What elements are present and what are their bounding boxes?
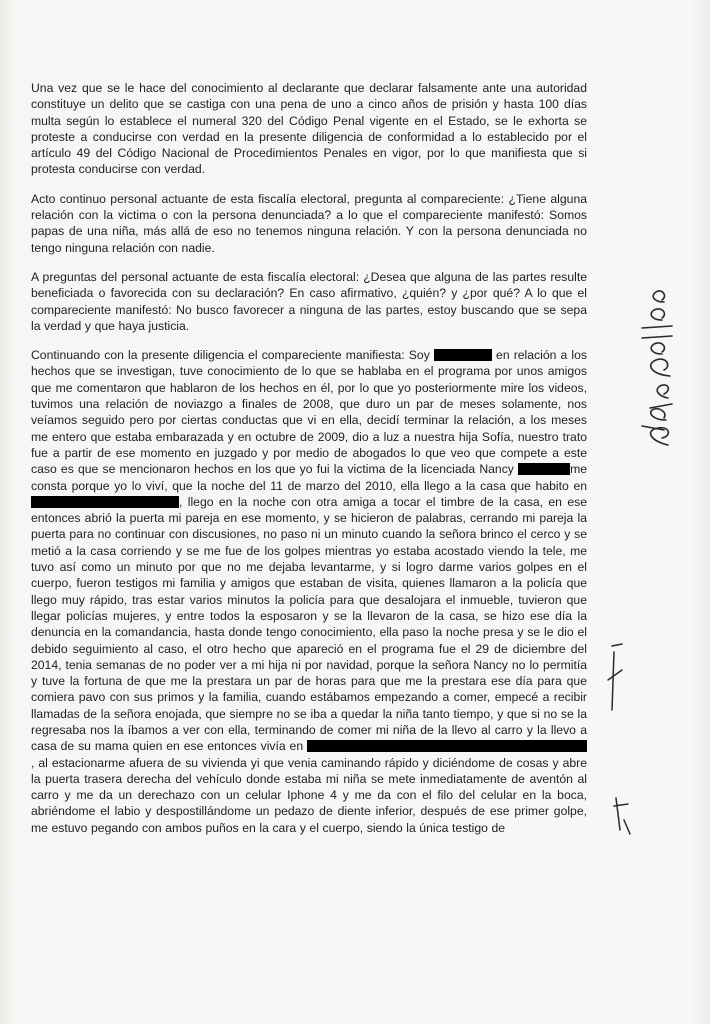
paragraph-text: Una vez que se le hace del conocimiento al declarante que declarar falsamente ante una autoridad constituye un delito que se castiga con una pena de uno a cinco años de prisión y hasta 100 días multa según lo establece el numeral 320 del Código Penal vigente en el Estado, se le exhorta se proteste a conducirse con verdad en la presente diligencia de conformidad a lo establecido por el artículo 49 del Código Nacional de Procedimientos Penales en vigor, por lo que manifiesta que si protesta conducirse con verdad. <box>31 81 587 177</box>
margin-initial-mark <box>600 640 630 720</box>
redaction-bar <box>307 740 587 752</box>
margin-initial-mark <box>610 790 640 840</box>
paragraph-text: Acto continuo personal actuante de esta fiscalía electoral, pregunta al compareciente: ¿Tiene alguna relación con la victima o con la persona denunciada? a lo que el compareciente manifestó: Somos papas de una niña, más allá de eso no tenemos ninguna relación. Y con la persona denunciada no tengo ninguna relación con nadie. <box>31 191 587 255</box>
paragraph-text: , llego en la noche con otra amiga a tocar el timbre de la casa, en ese entonces abrió la puerta mi pareja en ese momento, y se hicieron de palabras, cerrando mi pareja la puerta para no continuar con discusiones, no paso ni un minuto cuando la señora brinco el cerco y se metió a la casa corriendo y se me fue de los golpes mientras yo estaba acostado viendo la tele, me tuvo así como un minuto por que no me dejaba levantarme, y si logro darme varios golpes en el cuerpo, fueron testigos mi familia y amigos que estaban de visita, quienes llamaron a la policía que llego muy rápido, tras estar varios minutos la policía para que desalojara el inmueble, tuvieron que llegar policías mujeres, y entre todos la esposaron y se la llevaron de la casa, se hizo ese día la denuncia en la comandancia, hasta donde tengo conocimiento, ella paso la noche presa y se le dio el debido seguimiento al caso, el otro hecho que apareció en el programa fue el 29 de diciembre del 2014, tenia semanas de no poder ver a mi hija ni por navidad, porque la señora Nancy no lo permitía y tuve la fortuna de que me la prestara un par de horas para que me la prestara ese día para que comiera pavo con sus primos y la familia, cuando estábamos empezando a comer, empecé a recibir llamadas de la señora enojada, que siempre no se iba a quedar la niña tanto tiempo, y que si no se la regresaba nos la íbamos a ver con ella, terminando de comer mi niña de la llevo al carro y la llevo a casa de su mama quien en ese entonces vivía en <box>31 494 587 754</box>
paragraph-warning <box>31 80 587 178</box>
handwritten-signature <box>628 280 688 450</box>
document-body <box>31 80 587 849</box>
redaction-bar <box>518 463 570 475</box>
paragraph-text: me consta porque yo lo viví, que la noche del 11 de marzo del 2010, ella llego a la casa que habito en <box>31 462 587 493</box>
redaction-bar <box>434 349 492 361</box>
paragraph-relation-question <box>31 191 587 256</box>
paragraph-text: en relación a los hechos que se investigan, tuve conocimiento de lo que se hablaba en el programa por unos amigos que me comentaron que hablaron de los hechos en él, por lo que yo posteriormente mire los videos, tuvimos una relación de noviazgo a finales de 2008, que duro un par de meses solamente, nos veíamos seguido pero por ciertas conductas que vi en ella, decidí terminar la relación, a los meses me entero que estaba embarazada y en octubre de 2009, dio a luz a nuestra hija Sofía, nuestro trato fue a partir de ese momento en juzgado y por medio de abogados lo que veo que compete a este caso es que se mencionaron hechos en los que yo fui la victima de la licenciada Nancy <box>31 348 587 477</box>
redaction-bar <box>31 496 179 508</box>
paragraph-text: , al estacionarme afuera de su vivienda yi que venia caminando rápido y diciéndome de cosas y abre la puerta trasera derecha del vehículo donde estaba mi niña se mete inmediatamente de aventón al carro y me da un derechazo con un celular Iphone 4 y me da con el filo del celular en la boca, abriéndome el labio y despostillándome un pedazo de diente inferior, después de ese primer golpe, me estuvo pegando con ambos puños en la cara y el cuerpo, siendo la única testigo de <box>31 755 587 835</box>
paragraph-statement <box>31 347 587 836</box>
paragraph-text: Continuando con la presente diligencia el compareciente manifiesta: Soy <box>31 348 434 363</box>
paragraph-benefit-question <box>31 269 587 334</box>
paragraph-text: A preguntas del personal actuante de esta fiscalía electoral: ¿Desea que alguna de las partes resulte beneficiada o favorecida con su declaración? En caso afirmativo, ¿quién? y ¿por qué? A lo que el compareciente manifestó: No busco favorecer a ninguna de las partes, estoy buscando que se sepa la verdad y que haya justicia. <box>31 269 587 333</box>
